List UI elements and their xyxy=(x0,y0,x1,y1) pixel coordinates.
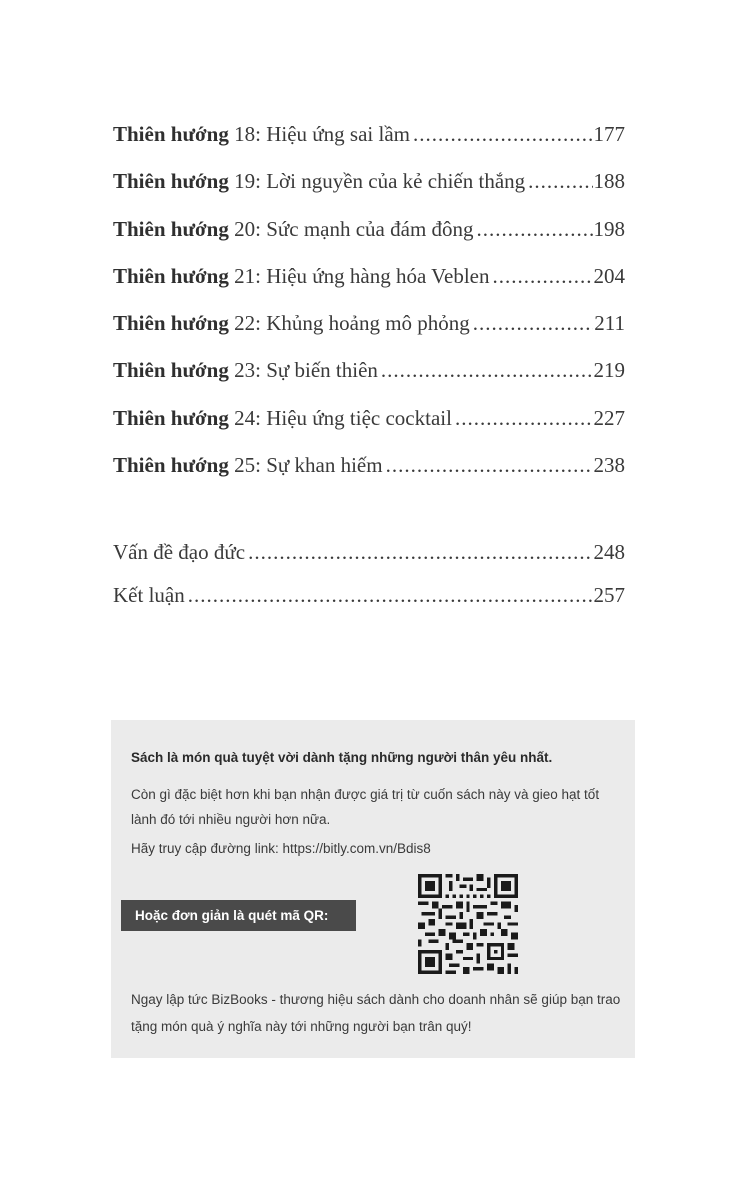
toc-prefix: Thiên hướng xyxy=(113,405,229,430)
toc-number: 21 xyxy=(234,263,256,288)
toc-number: 19 xyxy=(234,169,256,194)
toc-page: 238 xyxy=(593,453,625,478)
table-of-contents xyxy=(113,122,625,500)
leader-dots xyxy=(381,358,593,383)
gift-promo-box xyxy=(111,720,635,1058)
toc-number: 23 xyxy=(234,358,256,383)
toc-prefix: Thiên hướng xyxy=(113,122,229,146)
toc-entry-conclusion[interactable] xyxy=(113,583,625,626)
toc-page: 219 xyxy=(593,358,625,383)
toc-number: 24 xyxy=(234,405,256,430)
leader-dots xyxy=(528,169,592,194)
toc-entry-22[interactable]: Thiên hướng 22: Khủng hoảng mô phỏng ..... 211 xyxy=(113,311,625,358)
leader-dots xyxy=(492,264,592,289)
toc-page: 177 xyxy=(593,122,625,146)
toc-number: 22 xyxy=(234,311,256,336)
leader-dots xyxy=(386,453,593,478)
toc-number: 20 xyxy=(234,216,256,241)
toc-title: Sự biến thiên xyxy=(266,358,378,383)
qr-label: Hoặc đơn giản là quét mã QR: xyxy=(121,900,356,931)
toc-title: Hiệu ứng tiệc cocktail xyxy=(266,405,452,430)
promo-link[interactable]: Hãy truy cập đường link: https://bitly.com.vn/Bdis8 xyxy=(131,841,431,856)
toc-page: 204 xyxy=(593,263,625,288)
toc-entry-25[interactable]: Thiên hướng 25: Sự khan hiếm ..... 238 xyxy=(113,453,625,500)
toc-entry-19[interactable]: Thiên hướng 19: Lời nguyền của kẻ chiến thắng ..... 188 xyxy=(113,169,625,216)
toc-prefix: Thiên hướng xyxy=(113,358,229,383)
toc-title: Hiệu ứng hàng hóa Veblen xyxy=(266,263,490,288)
toc-prefix: Thiên hướng xyxy=(113,216,229,241)
toc-page: 227 xyxy=(593,405,625,430)
leader-dots xyxy=(413,122,593,147)
toc-title: Sự khan hiếm xyxy=(266,453,383,478)
leader-dots xyxy=(477,217,593,242)
toc-title: Lời nguyền của kẻ chiến thắng xyxy=(266,169,526,194)
toc-entry-21[interactable]: Thiên hướng 21: Hiệu ứng hàng hóa Veblen ..... 204 xyxy=(113,264,625,311)
toc-prefix: Thiên hướng xyxy=(113,263,229,288)
toc-page: 211 xyxy=(594,311,625,336)
toc-title: Sức mạnh của đám đông xyxy=(266,216,474,241)
leader-dots xyxy=(455,406,593,431)
toc-title: Hiệu ứng sai lầm xyxy=(266,122,410,146)
toc-entry-23[interactable]: Thiên hướng 23: Sự biến thiên ..... 219 xyxy=(113,358,625,405)
toc-prefix: Thiên hướng xyxy=(113,311,229,336)
leader-dots xyxy=(473,311,593,336)
toc-prefix: Thiên hướng xyxy=(113,169,229,194)
toc-title: Vấn đề đạo đức xyxy=(113,540,246,564)
toc-page: 257 xyxy=(593,583,625,607)
promo-paragraph: Còn gì đặc biệt hơn khi bạn nhận được giá trị từ cuốn sách này và gieo hạt tốt lành đó tới nhiều người hơn nữa. xyxy=(131,787,600,827)
toc-page: 198 xyxy=(593,216,625,241)
toc-title: Khủng hoảng mô phỏng xyxy=(266,311,470,336)
leader-dots xyxy=(248,540,592,565)
toc-title: Kết luận xyxy=(113,583,185,607)
toc-number: 18 xyxy=(234,122,256,146)
toc-page: 248 xyxy=(593,540,625,564)
toc-entry-24[interactable]: Thiên hướng 24: Hiệu ứng tiệc cocktail ..... 227 xyxy=(113,406,625,453)
toc-page: 188 xyxy=(593,169,625,194)
toc-entry-18[interactable]: Thiên hướng 18: Hiệu ứng sai lầm ..... 177 xyxy=(113,122,625,169)
promo-footer: Ngay lập tức BizBooks - thương hiệu sách dành cho doanh nhân sẽ giúp bạn trao tặng món quà ý nghĩa này tới những người bạn trân quý! xyxy=(131,992,621,1034)
toc-prefix: Thiên hướng xyxy=(113,453,229,478)
qr-code-icon[interactable] xyxy=(417,874,519,974)
leader-dots xyxy=(188,583,593,608)
table-of-contents-extra xyxy=(113,540,625,626)
toc-entry-ethics[interactable] xyxy=(113,540,625,583)
toc-number: 25 xyxy=(234,453,256,478)
promo-headline: Sách là món quà tuyệt vời dành tặng những người thân yêu nhất. xyxy=(131,750,553,765)
toc-entry-20[interactable]: Thiên hướng 20: Sức mạnh của đám đông ..... 198 xyxy=(113,217,625,264)
